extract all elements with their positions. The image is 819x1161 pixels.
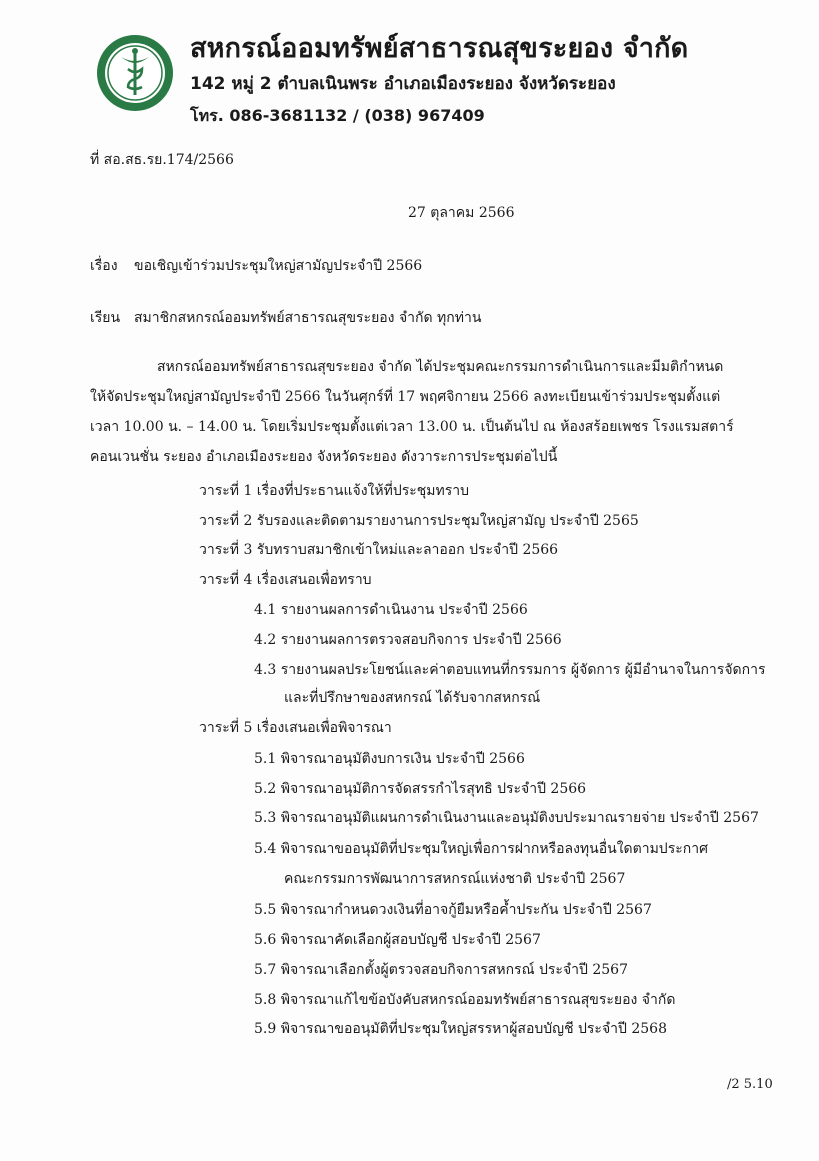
agenda-item-5: วาระที่ 5 เรื่องเสนอเพื่อพิจารณา: [199, 720, 392, 736]
body-paragraph-line: เวลา 10.00 น. – 14.00 น. โดยเริ่มประชุมตั้งแต่เวลา 13.00 น. เป็นต้นไป ณ ห้องสร้อยเพชร โรงแรมสตาร์: [90, 419, 734, 435]
subject-label: เรื่อง: [90, 258, 118, 274]
agenda-item-1: วาระที่ 1 เรื่องที่ประธานแจ้งให้ที่ประชุมทราบ: [199, 483, 469, 499]
body-paragraph-line: คอนเวนชั่น ระยอง อำเภอเมืองระยอง จังหวัดระยอง ดังวาระการประชุมต่อไปนี้: [90, 449, 558, 465]
recipient-label: เรียน: [90, 310, 121, 326]
page-continuation-marker: /2 5.10: [727, 1077, 773, 1092]
agenda-subitem-5-8: 5.8 พิจารณาแก้ไขข้อบังคับสหกรณ์ออมทรัพย์สาธารณสุขระยอง จำกัด: [254, 992, 676, 1008]
agenda-subitem-5-6: 5.6 พิจารณาคัดเลือกผู้สอบบัญชี ประจำปี 2567: [254, 932, 541, 948]
agenda-item-3: วาระที่ 3 รับทราบสมาชิกเข้าใหม่และลาออก ประจำปี 2566: [199, 542, 559, 558]
org-phone: โทร. 086-3681132 / (038) 967409: [190, 106, 485, 125]
agenda-subitem-5-9: 5.9 พิจารณาขออนุมัติที่ประชุมใหญ่สรรหาผู้สอบบัญชี ประจำปี 2568: [254, 1021, 667, 1037]
agenda-subitem-5-3: 5.3 พิจารณาอนุมัติแผนการดำเนินงานและอนุมัติงบประมาณรายจ่าย ประจำปี 2567: [254, 810, 759, 826]
agenda-subitem-5-1: 5.1 พิจารณาอนุมัติงบการเงิน ประจำปี 2566: [254, 751, 525, 767]
agenda-subitem-5-4: 5.4 พิจารณาขออนุมัติที่ประชุมใหญ่เพื่อการฝากหรือลงทุนอื่นใดตามประกาศ: [254, 841, 708, 857]
agenda-subitem-4-2: 4.2 รายงานผลการตรวจสอบกิจการ ประจำปี 2566: [254, 632, 562, 648]
recipient-text: สมาชิกสหกรณ์ออมทรัพย์สาธารณสุขระยอง จำกัด ทุกท่าน: [134, 310, 482, 326]
agenda-subitem-5-2: 5.2 พิจารณาอนุมัติการจัดสรรกำไรสุทธิ ประจำปี 2566: [254, 781, 587, 797]
org-name: สหกรณ์ออมทรัพย์สาธารณสุขระยอง จำกัด: [190, 33, 689, 64]
org-address: 142 หมู่ 2 ตำบลเนินพระ อำเภอเมืองระยอง จังหวัดระยอง: [190, 74, 616, 94]
agenda-subitem-4-3: 4.3 รายงานผลประโยชน์และค่าตอบแทนที่กรรมการ ผู้จัดการ ผู้มีอำนาจในการจัดการ: [254, 662, 766, 678]
document-date: 27 ตุลาคม 2566: [408, 205, 515, 221]
agenda-subitem-5-5: 5.5 พิจารณากำหนดวงเงินที่อาจกู้ยืมหรือค้ำประกัน ประจำปี 2567: [254, 902, 652, 918]
document-number: ที่ สอ.สธ.รย.174/2566: [90, 152, 234, 168]
agenda-subitem-5-7: 5.7 พิจารณาเลือกตั้งผู้ตรวจสอบกิจการสหกรณ์ ประจำปี 2567: [254, 962, 628, 978]
subject-text: ขอเชิญเข้าร่วมประชุมใหญ่สามัญประจำปี 2566: [134, 258, 423, 274]
agenda-subitem-5-4-continued: คณะกรรมการพัฒนาการสหกรณ์แห่งชาติ ประจำปี 2567: [284, 871, 626, 887]
recipient-line: [90, 310, 481, 327]
body-paragraph-line: สหกรณ์ออมทรัพย์สาธารณสุขระยอง จำกัด ได้ประชุมคณะกรรมการดำเนินการและมีมติกำหนด: [157, 359, 724, 375]
cooperative-logo-icon: [95, 33, 175, 113]
subject-line: [90, 258, 422, 275]
agenda-subitem-4-3-continued: และที่ปรึกษาของสหกรณ์ ได้รับจากสหกรณ์: [284, 690, 541, 706]
agenda-subitem-4-1: 4.1 รายงานผลการดำเนินงาน ประจำปี 2566: [254, 602, 528, 618]
agenda-item-2: วาระที่ 2 รับรองและติดตามรายงานการประชุมใหญ่สามัญ ประจำปี 2565: [199, 513, 639, 529]
body-paragraph-line: ให้จัดประชุมใหญ่สามัญประจำปี 2566 ในวันศุกร์ที่ 17 พฤศจิกายน 2566 ลงทะเบียนเข้าร่วมประชุมตั้งแต่: [90, 389, 721, 405]
agenda-item-4: วาระที่ 4 เรื่องเสนอเพื่อทราบ: [199, 572, 372, 588]
